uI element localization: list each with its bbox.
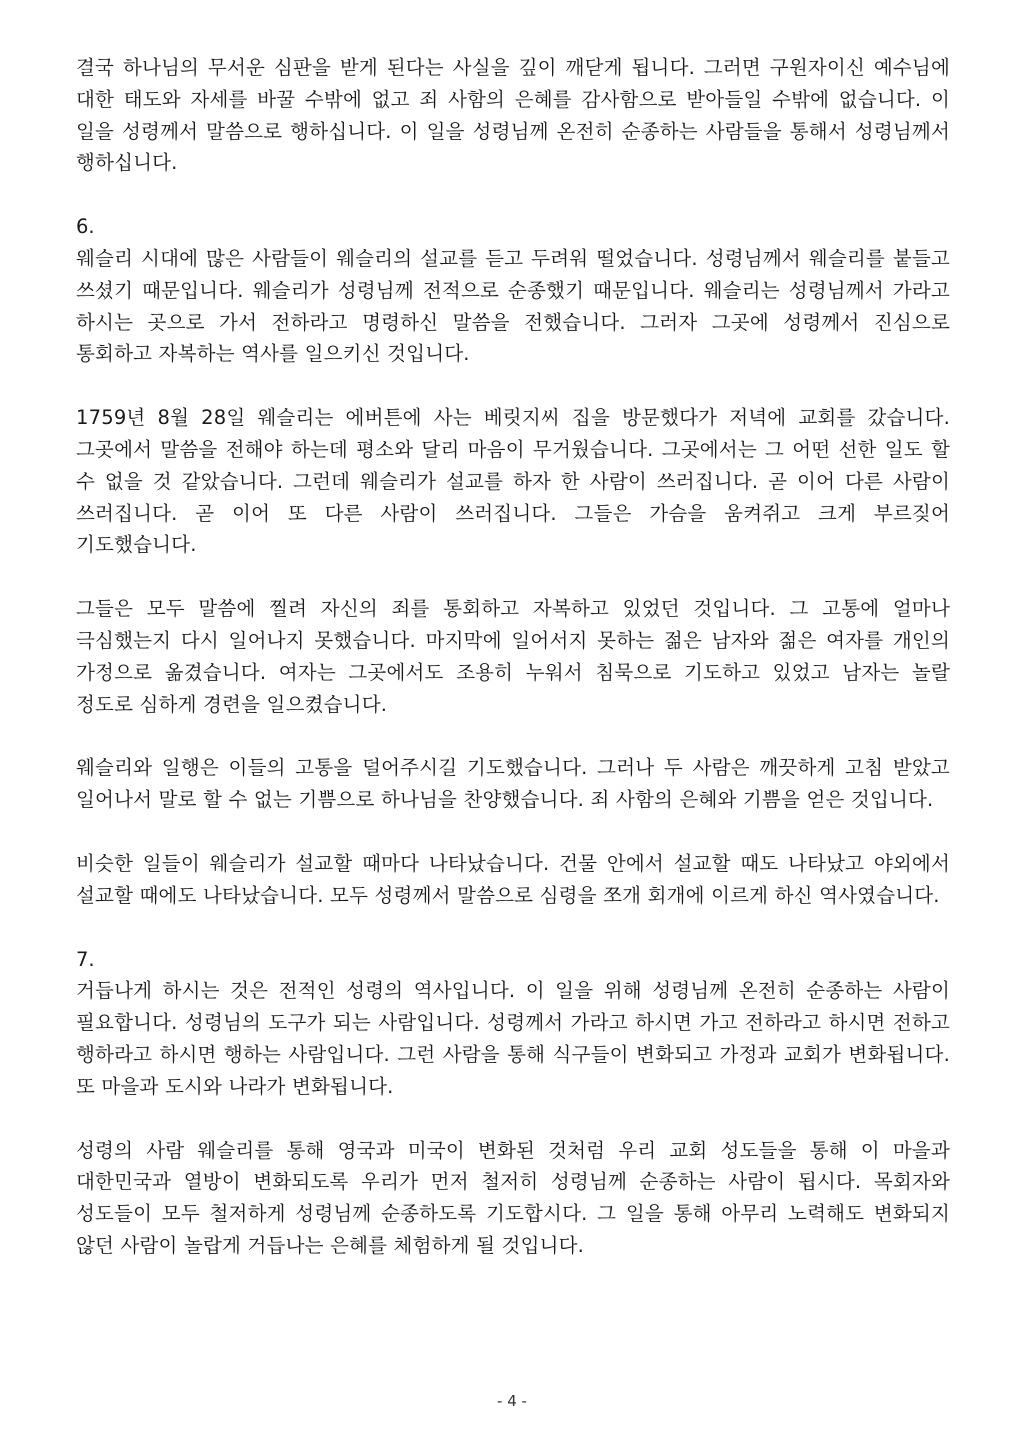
paragraph: 거듭나게 하시는 것은 전적인 성령의 역사입니다. 이 일을 위해 성령님께 온전히 순종하는 사람이 필요합니다. 성령님의 도구가 되는 사람입니다. 성령께서 가라고 하시면 가고 전하라고 하시면 전하고 행하라고 하시면 행하는 사람입니다. 그런 사람을 통해 식구들이 변화되고 가정과 교회가 변화됩니다. 또 마을과 도시와 나라가 변화됩니다. bbox=[76, 979, 950, 1098]
paragraph: 비슷한 일들이 웨슬리가 설교할 때마다 나타났습니다. 건물 안에서 설교할 때도 나타났고 야외에서 설교할 때에도 나타났습니다. 모두 성령께서 말씀으로 심령을 쪼개 회개에 이르게 하신 역사였습니다. bbox=[76, 851, 950, 907]
section-number: 7. bbox=[76, 947, 95, 971]
paragraph: 1759년 8월 28일 웨슬리는 에버튼에 사는 베릿지씨 집을 방문했다가 저녁에 교회를 갔습니다. 그곳에서 말씀을 전해야 하는데 평소와 달리 마음이 무거웠습니다. 그곳에서는 그 어떤 선한 일도 할 수 없을 것 같았습니다. 그런데 웨슬리가 설교를 하자 한 사람이 쓰러집니다. 곧 이어 다른 사람이 쓰러집니다. 곧 이어 또 다른 사람이 쓰러집니다. 그들은 가슴을 움켜쥐고 크게 부르짖어 기도했습니다. bbox=[76, 406, 950, 557]
paragraph: 성령의 사람 웨슬리를 통해 영국과 미국이 변화된 것처럼 우리 교회 성도들을 통해 이 마을과 대한민국과 열방이 변화되도록 우리가 먼저 철저히 성령님께 순종하는 사람이 됩시다. 목회자와 성도들이 모두 철저하게 성령님께 순종하도록 기도합시다. 그 일을 통해 아무리 노력해도 변화되지 않던 사람이 놀랍게 거듭나는 은혜를 체험하게 될 것입니다. bbox=[76, 1138, 950, 1257]
paragraph: 웨슬리 시대에 많은 사람들이 웨슬리의 설교를 듣고 두려워 떨었습니다. 성령님께서 웨슬리를 붙들고 쓰셨기 때문입니다. 웨슬리가 성령님께 전적으로 순종했기 때문입니다. 웨슬리는 성령님께서 가라고 하시는 곳으로 가서 전하라고 명령하신 말씀을 전했습니다. 그러자 그곳에 성령께서 진심으로 통회하고 자복하는 역사를 일으키신 것입니다. bbox=[76, 246, 950, 366]
document-body bbox=[76, 52, 950, 1262]
paragraph: 그들은 모두 말씀에 찔려 자신의 죄를 통회하고 자복하고 있었던 것입니다. 그 고통에 얼마나 극심했는지 다시 일어나지 못했습니다. 마지막에 일어서지 못하는 젊은 남자와 젊은 여자를 개인의 가정으로 옮겼습니다. 여자는 그곳에서도 조용히 누워서 침묵으로 기도하고 있었고 남자는 놀랄 정도로 심하게 경련을 일으켰습니다. bbox=[76, 597, 950, 716]
paragraph: 웨슬리와 일행은 이들의 고통을 덜어주시길 기도했습니다. 그러나 두 사람은 깨끗하게 고침 받았고 일어나서 말로 할 수 없는 기쁨으로 하나님을 찬양했습니다. 죄 사함의 은혜와 기쁨을 얻은 것입니다. bbox=[76, 756, 950, 812]
page-number: - 4 - bbox=[497, 1392, 527, 1410]
paragraph: 결국 하나님의 무서운 심판을 받게 된다는 사실을 깊이 깨닫게 됩니다. 그러면 구원자이신 예수님에 대한 태도와 자세를 바꿀 수밖에 없고 죄 사함의 은혜를 감사함으로 받아들일 수밖에 없습니다. 이 일을 성령께서 말씀으로 행하십니다. 이 일을 성령님께 온전히 순종하는 사람들을 통해서 성령님께서 행하십니다. bbox=[76, 56, 950, 175]
section-number: 6. bbox=[76, 215, 95, 239]
